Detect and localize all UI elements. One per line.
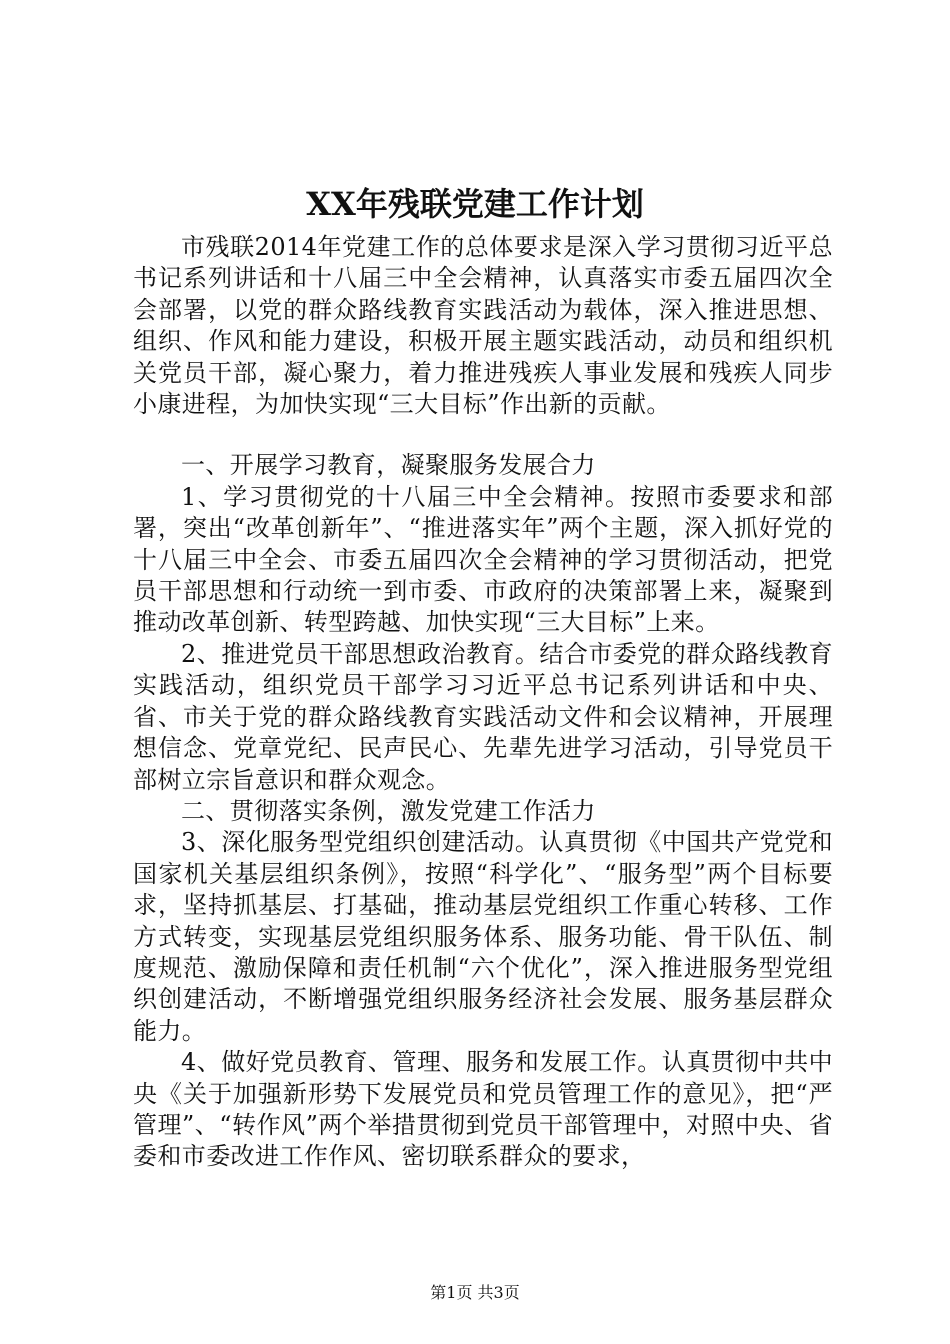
document-title: XX年残联党建工作计划 [306, 185, 644, 223]
section-heading-2: 二、贯彻落实条例，激发党建工作活力 [181, 796, 596, 825]
paragraph-item-3: 3、深化服务型党组织创建活动。认真贯彻《中国共产党党和国家机关基层组织条例》，按照“科学化”、“服务型”两个目标要求，坚持抓基层、打基础，推动基层党组织工作重心转移、工作方式转变，实现基层党组织服务体系、服务功能、骨干队伍、制度规范、激励保障和责任机制“六个优化”，深入推进服务型党组织创建活动，不断增强党组织服务经济社会发展、服务基层群众能力。 [133, 828, 833, 1045]
paragraph-gap [133, 420, 833, 450]
paragraph-item-4: 4、做好党员教育、管理、服务和发展工作。认真贯彻中共中央《关于加强新形势下发展党员和党员管理工作的意见》，把“严管理”、“转作风”两个举措贯彻到党员干部管理中，对照中央、省委和市委改进工作作风、密切联系群众的要求， [133, 1048, 833, 1171]
paragraph-item-2: 2、推进党员干部思想政治教育。结合市委党的群众路线教育实践活动，组织党员干部学习习近平总书记系列讲话和中央、省、市关于党的群众路线教育实践活动文件和会议精神，开展理想信念、党章党纪、民声民心、先辈先进学习活动，引导党员干部树立宗旨意识和群众观念。 [133, 639, 833, 794]
section-heading-1: 一、开展学习教育，凝聚服务发展合力 [181, 451, 596, 480]
document-body [133, 232, 833, 1173]
paragraph-intro: 市残联2014年党建工作的总体要求是深入学习贯彻习近平总书记系列讲话和十八届三中全会精神，认真落实市委五届四次全会部署，以党的群众路线教育实践活动为载体，深入推进思想、组织、作风和能力建设，积极开展主题实践活动，动员和组织机关党员干部，凝心聚力，着力推进残疾人事业发展和残疾人同步小康进程，为加快实现“三大目标”作出新的贡献。 [133, 233, 833, 419]
page-footer: 第1页 共3页 [430, 1283, 520, 1302]
paragraph-item-1: 1、学习贯彻党的十八届三中全会精神。按照市委要求和部署，突出“改革创新年”、“推进落实年”两个主题，深入抓好党的十八届三中全会、市委五届四次全会精神的学习贯彻活动，把党员干部思想和行动统一到市委、市政府的决策部署上来，凝聚到推动改革创新、转型跨越、加快实现“三大目标”上来。 [133, 482, 833, 637]
